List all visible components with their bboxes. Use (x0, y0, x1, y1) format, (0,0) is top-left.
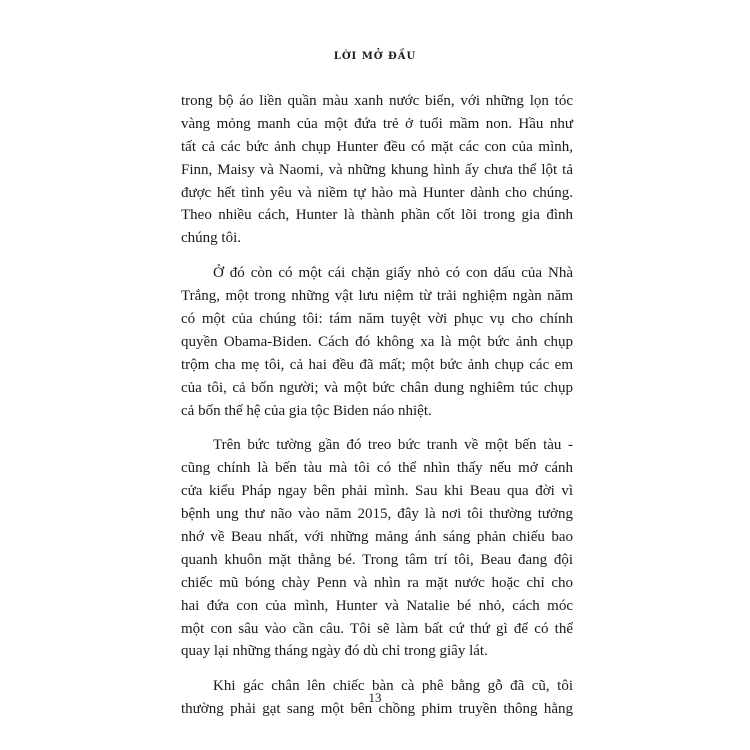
text-line: Ở đó còn có một cái chặn giấy nhỏ có con dấu của Nhà (213, 265, 573, 282)
text-line: được hết tình yêu và niềm tự hào mà Hunter dành cho chúng. (181, 184, 573, 201)
paragraph-2 (181, 262, 573, 422)
text-line: trộm cha mẹ tôi, cả hai đều đã mất; một bức ảnh chụp các em (181, 356, 573, 373)
text-line: cũng chính là bến tàu mà tôi có thể nhìn thấy nếu mở cánh (181, 460, 573, 477)
text-line: của tôi, cả bốn người; và một bức chân dung nghiêm túc chụp (181, 379, 573, 396)
text-line: Trắng, một trong những vật lưu niệm từ trải nghiệm ngàn năm (181, 288, 573, 305)
text-line: chúng tôi. (181, 230, 241, 247)
text-line: cả bốn thế hệ của gia tộc Biden náo nhiệt. (181, 402, 432, 419)
text-line: Khi gác chân lên chiếc bàn cà phê bằng gỗ đã cũ, tôi (213, 678, 573, 695)
text-line: quay lại những tháng ngày đó dù chỉ trong giây lát. (181, 643, 488, 660)
text-line: quyền Obama-Biden. Cách đó không xa là một bức ảnh chụp (181, 333, 573, 350)
text-line: quanh khuôn mặt thằng bé. Trong tâm trí tôi, Beau đang đội (181, 551, 573, 568)
text-line: hai đứa con của mình, Hunter và Natalie bé nhỏ, cách móc (181, 597, 573, 614)
text-line: có một của chúng tôi: tám năm tuyệt vời phục vụ cho chính (181, 311, 573, 328)
text-line: Theo nhiều cách, Hunter là thành phần cốt lõi trong gia đình (181, 207, 573, 224)
text-line: bệnh ung thư não vào năm 2015, đây là nơi tôi thường tưởng (181, 506, 573, 523)
running-header: LỜI MỞ ĐẦU (333, 51, 417, 62)
text-line: chiếc mũ bóng chày Penn và nhìn ra mặt nước hoặc chỉ cho (181, 574, 573, 591)
text-line: nhớ về Beau nhất, với những mảng ánh sáng phản chiếu bao (181, 529, 573, 546)
paragraph-3 (181, 434, 573, 663)
text-line: Finn, Maisy và Naomi, và những khung hình ấy chưa thể lột tả (181, 161, 573, 178)
text-line: cửa kiểu Pháp ngay bên phải mình. Sau khi Beau qua đời vì (181, 483, 573, 500)
text-line: vàng mỏng manh của một đứa trẻ ở tuổi mầm non. Hầu như (181, 115, 573, 132)
page-number: 13 (368, 690, 382, 705)
body-text (181, 90, 573, 721)
text-line: thường phải gạt sang một bên chồng phim truyền thông hằng (181, 701, 573, 718)
text-line: một con sâu vào cần câu. Tôi sẽ làm bất cứ thứ gì để có thể (181, 620, 573, 637)
text-line: trong bộ áo liền quần màu xanh nước biển, với những lọn tóc (181, 93, 573, 109)
text-line: Trên bức tường gần đó treo bức tranh về một bến tàu - (213, 437, 573, 454)
paragraph-1 (181, 90, 573, 250)
text-line: tất cả các bức ảnh chụp Hunter đều có mặt các con của mình, (181, 138, 573, 155)
